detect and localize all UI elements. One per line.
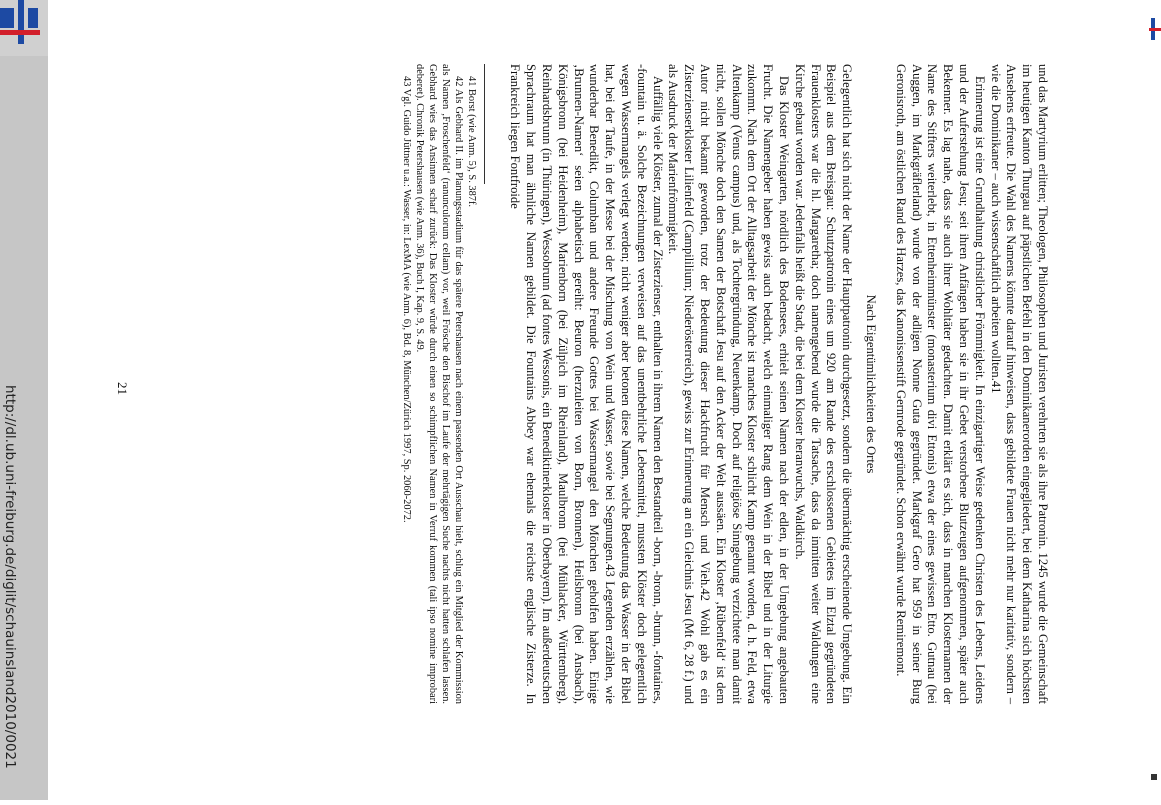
ub-freiburg-logo[interactable] <box>0 0 48 56</box>
paragraph: Gelegentlich hat sich nicht der Name der Hauptpatronin durchgesetzt, sondern die übermächtig erscheinende Umgebung. Ein Beispiel aus dem Breisgau: Schutzpatronin eines um 920 am Rande des erschlossenen Gebietes im Elztal gegründeten Frauenklosters war die hl. Margaretha; doch namengebend wurde die Tatsache, dass da inmitten weiter Waldungen eine Kirche gebaut worden war. Jedenfalls heißt die Stadt, die bei dem Kloster heranwuchs, Waldkirch. <box>792 64 855 704</box>
section-heading: Nach Eigentümlichkeiten des Ortes <box>864 294 879 474</box>
logo-block <box>0 8 14 28</box>
logo-block <box>28 8 38 28</box>
corner-mark <box>1151 774 1157 780</box>
side-caption <box>0 385 18 805</box>
page-number: 21 <box>115 382 130 395</box>
paragraph: Das Kloster Weingarten, nördlich des Bodensees, erhielt seinen Namen nach der edlen, in der Umgebung angebauten Frucht. Die Namengeber haben gewiss auch bedacht, welch einmaliger Rang dem Wein in der Bibel und in der Liturgie zukommt. Nach dem Ort der Alltagsarbeit der Mönche ist manches Kloster schlicht Kamp genannt worden, d. h. Feld, etwa Altenkamp (Venus campus) und, als Tochtergründung, Neuenkamp. Doch auf religiöse Sinngebung verzichtete man damit nicht, sollen Mönche doch den Samen der Botschaft Jesu auf den Acker der Welt aussäen. Ein Kloster ‚Rübenfeld‘ ist dem Autor nicht bekannt geworden, trotz der Bedeutung dieser Hackfrucht für Mensch und Vieh.42 Wohl gab es ein Zisterzienserkloster Lilienfeld (Campililium; Niederösterreich), gewiss zur Erinnerung an ein Gleichnis Jesu (Mt 6, 28 f.) und als Ausdruck der Marienfrömmigkeit. <box>666 64 792 704</box>
footnote: 43 Vgl. Guido Jüttner u.a.: Wasser, in: LexMA (wie Anm. 6), Bd. 8, München/Zürich 1997, Sp. 2060-2072. <box>400 76 412 523</box>
footnote-rule <box>484 64 485 184</box>
scanned-page <box>115 64 1050 704</box>
text-column <box>400 64 1050 704</box>
logo-block <box>18 0 24 44</box>
viewer-right-strip <box>1147 0 1161 800</box>
footnote: 41 Borst (wie Anm. 5), S. 387f. <box>465 76 477 208</box>
paragraph: Auffällig viele Klöster, zumal der Zisterzienser, enthalten in ihrem Namen den Bestandteil -born, -bronn, -brunn, -fontaines, -fountain u. ä. Solche Bezeichnungen verweisen auf das unentbehrliche Lebensmittel, mussten Klöster doch gelegentlich wegen Wassermangels verlegt werden; nicht weniger aber betonen diese Namen, welche Bedeutung das Wasser in der Bibel hat, bei der Taufe, in der Messe bei der Mischung von Wein und Wasser, sowie bei Segnungen.43 Legenden erzählen, wie wunderbar Benedikt, Columban und andere Freunde Gottes bei Wassermangel den Mönchen geholfen haben. Einige ‚Brunnen-Namen‘ seien alphabetisch gereiht: Beuron (herzuleiten von Born, Bronnen), Heilsbronn (bei Ansbach), Königsbronn (bei Heidenheim), Marienborn (bei Zülpich im Rheinland), Maulbronn (bei Mühlacker, Württemberg), Reinhardsbrunn (in Thüringen), Wessobrunn (ad fontes Wessonis, ein Benediktinerkloster in Oberbayern). Im außerdeutschen Sprachraum hat man ähnliche Namen gebildet. Die Fountains Abbey war ehemals die reichste englische Zisterze. In Frankreich liegen Fontfroide <box>508 64 665 704</box>
right-logo-icon <box>1149 18 1161 40</box>
source-url[interactable]: http://dl.ub.uni-freiburg.de/diglit/schauinsland2010/0021 <box>2 385 18 769</box>
logo-bar <box>0 30 40 35</box>
paragraph: Erinnerung ist eine Grundhaltung christlicher Frömmigkeit. In einzigartiger Weise gedenken Christen des Lebens, Leidens und der Auferstehung Jesu; seit ihren Anfängen haben sie in ihr Gebet verstorbene Blutzeugen aufgenommen, später auch Bekenner. Es lag nahe, dass sie auch ihrer Wohltäter gedachten. Damit erklärt es sich, dass in manchen Klosternamen der Name des Stifters weiterlebt, in Ettenheimmünster (monasterium divi Ettonis) etwa der eines gewissen Etto. Gutnau (bei Auggen, im Markgräflerland) wurde von der adligen Nonne Guta gegründet. Markgraf Gero hat 959 in seiner Burg Geronisroth, am östlichen Rand des Harzes, das Kanonissenstift Gernrode gegründet. Schon erwähnt wurde Remiremont. <box>893 64 987 704</box>
footnote: 42 Als Gebhard II. im Planungsstadium für das spätere Petershausen nach einem passenden Ort Ausschau hielt, schlug ein Mitglied der Kommission als Namen ‚Froschenfeld‘ (ranunculorum cellam) vor, weil Frösche den Bischof im Laufe der mehrtägigen Suche nachts nicht hatten schlafen lassen. Gebhard wies das Ansinnen scharf zurück: Das Kloster würde durch einen so schimpflichen Namen in Verruf kommen (tali ipso nomine improbari deberet). Chronik Petershausen (wie Anm. 36), Buch I, Kap. 9, S. 49. <box>413 64 464 704</box>
paragraph: und das Martyrium erlitten; Theologen, Philosophen und Juristen verehrten sie als ihre Patronin. 1245 wurde die Gemeinschaft im heutigen Kanton Thurgau auf päpstlichen Befehl in den Dominikanerorden eingegliedert, bei dem Katharina sich höchsten Ansehens erfreute. Die Wahl des Namens könnte darauf hinweisen, dass gebildete Frauen nicht mehr nur karitativ, sondern – wie die Dominikaner – auch wissenschaftlich arbeiten wollten.41 <box>988 64 1050 704</box>
